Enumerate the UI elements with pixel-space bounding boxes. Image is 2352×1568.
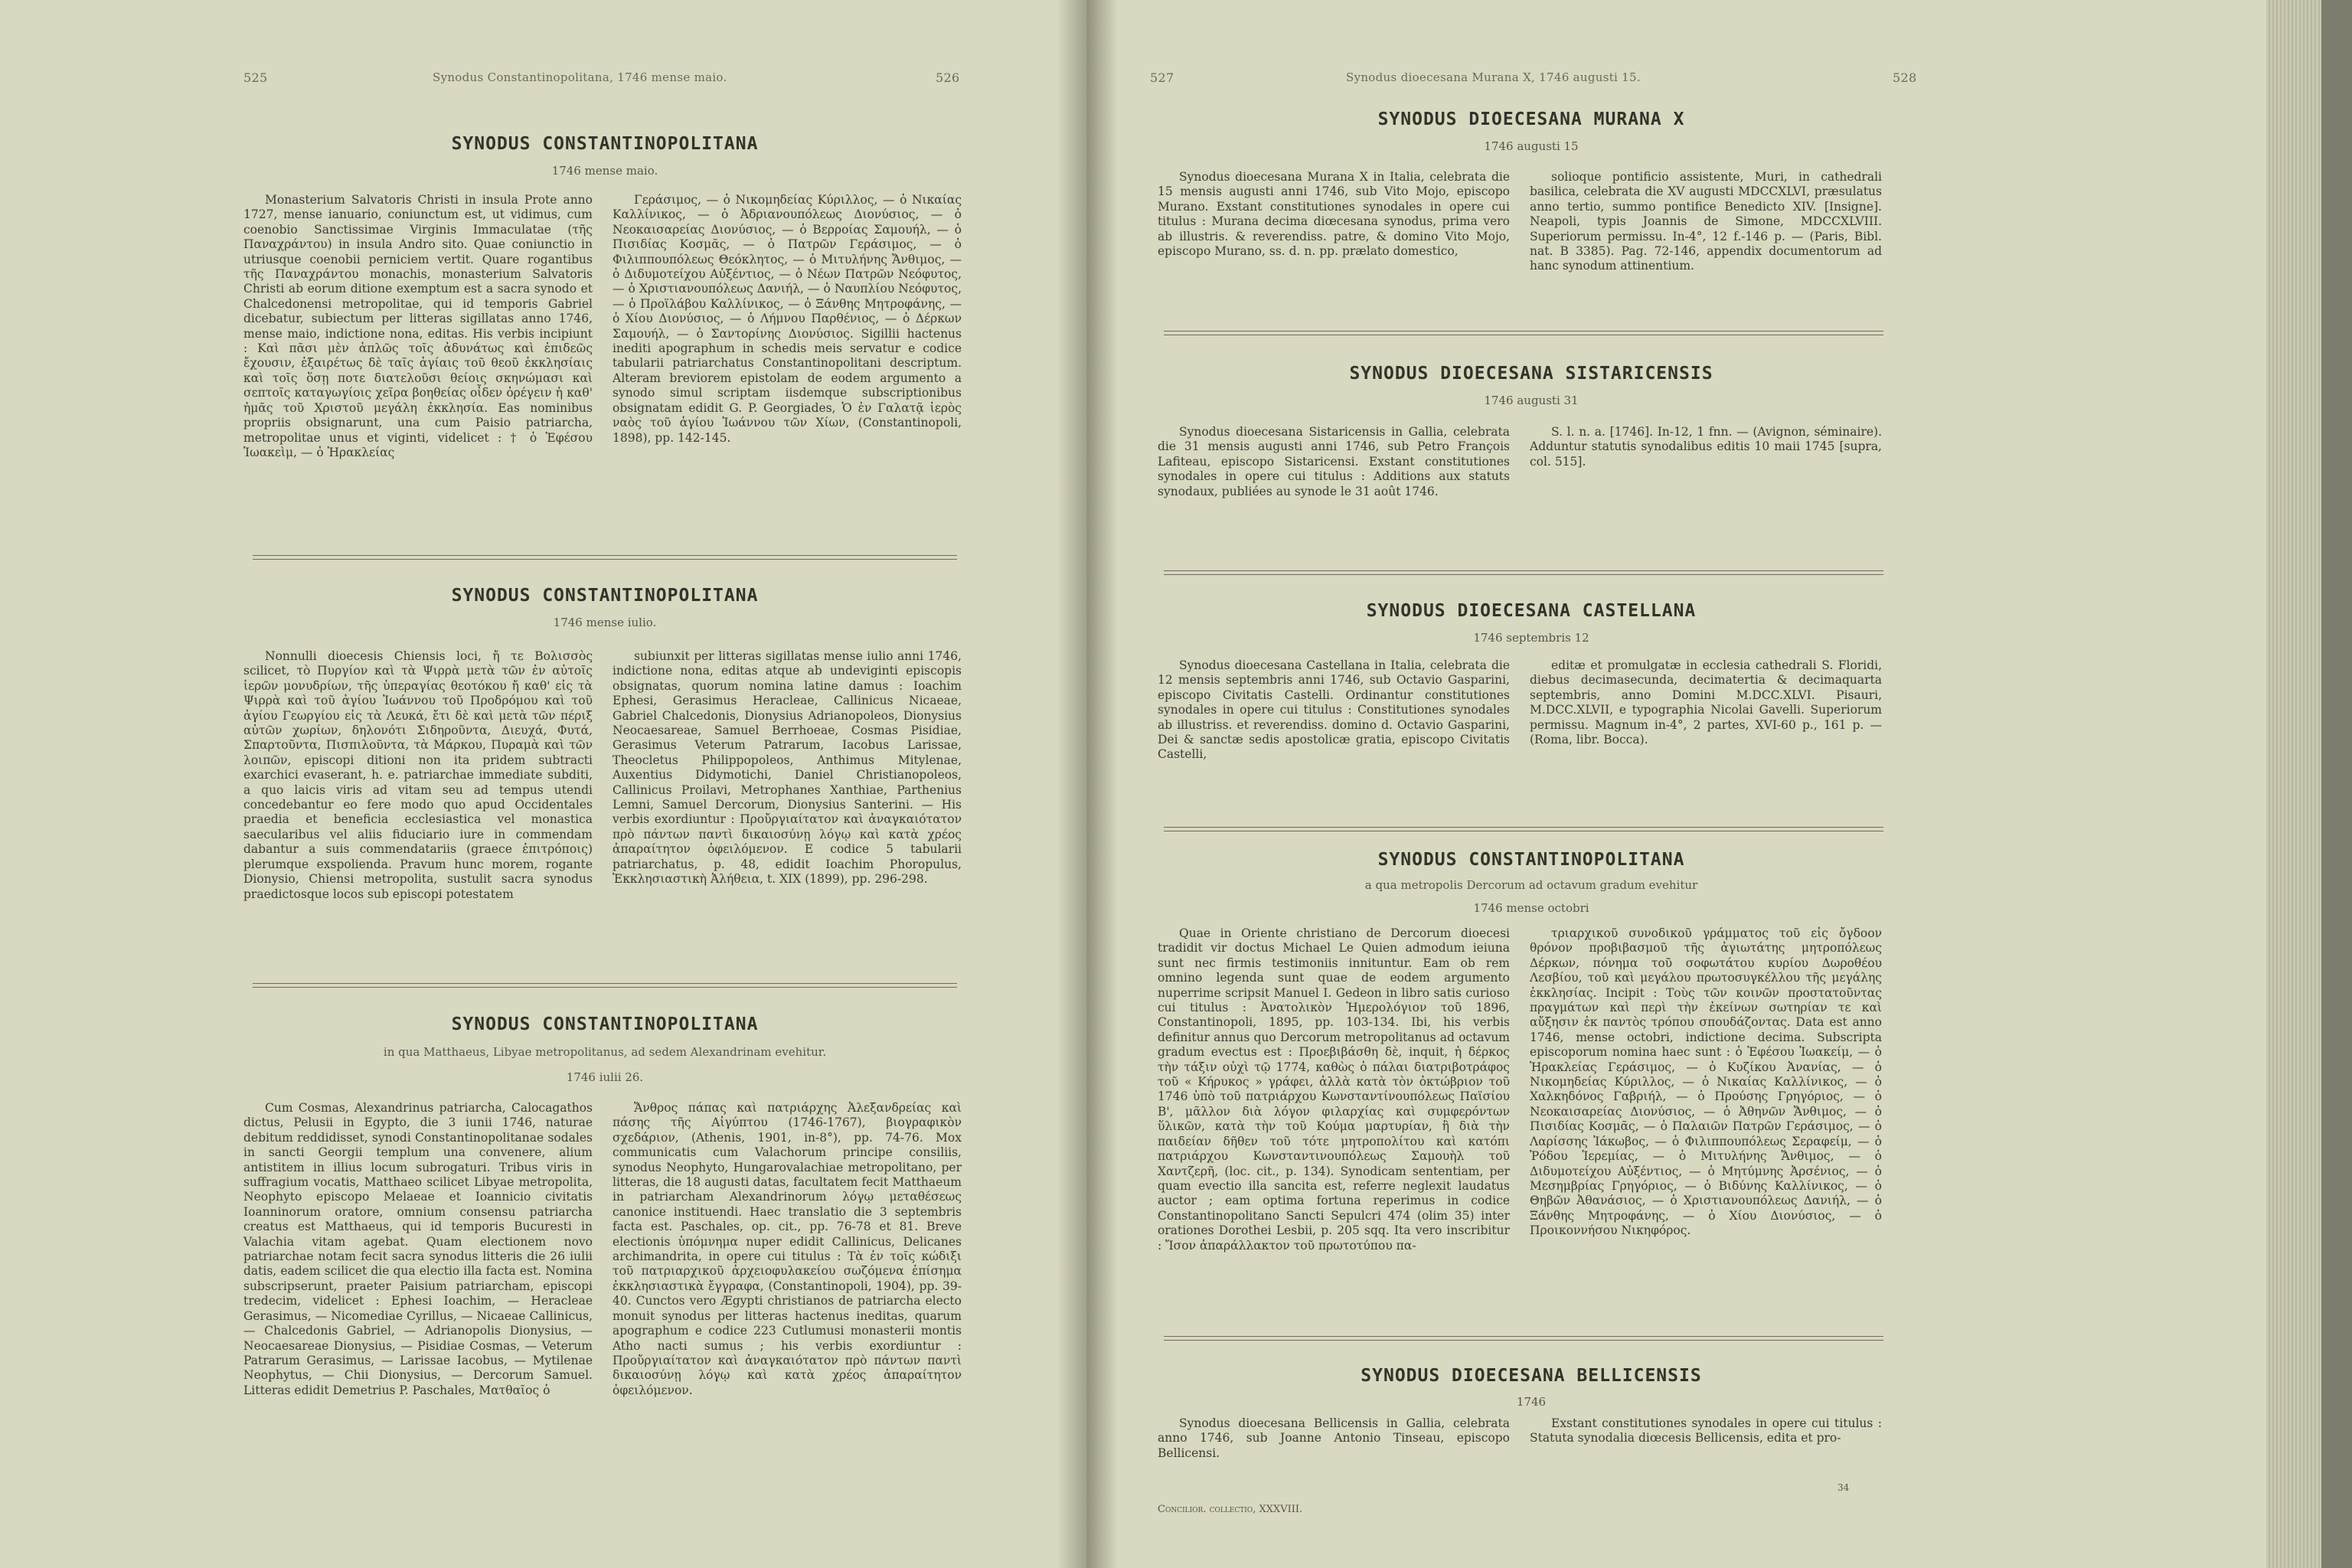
paragraph: Quae in Oriente christiano de Dercorum dioecesi tradidit vir doctus Michael Le Quien admodum ieiuna sunt nec firmis testimoniis innituntur. Eam ob rem omnino legenda sunt quae de eodem argumento nuperrime scripsit Manuel I. Gedeon in libro satis curioso cui titulus : Ἀνατολικὸν Ἡμερολόγιον τοῦ 1896, Constantinopoli, 1895, pp. 103-134. Ibi, his verbis definitur annus quo Dercorum metropolitanus ad octavum gradum evectus est : Προεβιβάσθη δὲ, inquit, ἡ δέρκος τὴν τάξιν οὐχὶ τῷ 1774, καθὼς ὁ πάλαι διατριβοτράφος τοῦ « Κήρυκος » γράφει, ἀλλὰ κατὰ τὸν ὀκτώβριον τοῦ 1746 ὑπὸ τοῦ πατριάρχου Κωνσταντίνουπόλεως Παϊσίου Β', μᾶλλον διὰ λόγον φιλαρχίας καὶ συμφερόντων ὕλικῶν, κατὰ τὴν τοῦ Κούμα μαρτυρίαν, ἢ διὰ τὴν παιδείαν δῆθεν τοῦ τότε μητροπολίτου καὶ κατόπι πατριάρχου Κωνσταντινουπόλεως Σαμουὴλ τοῦ Χαντζερῆ, (loc. cit., p. 134). Synodicam sententiam, per quam evectio illa sancita est, referre neglexit laudatus auctor ; eam optima fortuna reperimus in codice Constantinopolitano Sancti Sepulcri 474 (olim 35) inter orationes Dorothei Lesbii, p. 205 sqq. Ita vero inscribitur : Ἴσον ἀπαράλλακτον τοῦ πρωτοτύπου πα- <box>1158 926 1510 1253</box>
section-date: 1746 augusti 15 <box>1484 139 1579 153</box>
page-number: 525 <box>243 70 268 85</box>
paragraph: solioque pontificio assistente, Muri, in cathedrali basilica, celebrata die XV augusti MDCCXLVI, præsulatus anno tertio, summo pontifice Benedicto XIV. [Insigne]. Neapoli, typis Joannis de Simone, MDCCXLVIII. Superiorum permissu. In-4°, 12 f.-146 p. — (Paris, Bibl. nat. B 3385). Pag. 72-146, appendix documentorum ad hanc synodum attinentium. <box>1530 170 1882 273</box>
paragraph: Cum Cosmas, Alexandrinus patriarcha, Calocagathos dictus, Pelusii in Egypto, die 3 iunii 1746, naturae debitum reddidisset, synodi Constantinopolitanae sodales in sancti Georgii templum una convenere, alium antistitem in illius locum subrogaturi. Tribus viris in suffragium vocatis, Matthaeo scilicet Libyae metropolita, Neophyto episcopo Melaeae et Ioannicio civitatis Ioanninorum oratore, omnium consensu patriarcha creatus est Matthaeus, qui id temporis Bucuresti in Valachia vitam agebat. Quam electionem novo patriarchae notam fecit sacra synodus litteris die 26 iulii datis, eadem scilicet die qua electio illa facta est. Nomina subscripserunt, praeter Paisium patriarcham, episcopi tredecim, videlicet : Ephesi Ioachim, — Heracleae Gerasimus, — Nicomediae Cyrillus, — Nicaeae Callinicus, — Chalcedonis Gabriel, — Adrianopolis Dionysius, — Neocaesareae Dionysius, — Pisidiae Cosmas, — Veterum Patrarum Gerasimus, — Larissae Iacobus, — Mytilenae Neophytus, — Chii Dionysius, — Dercorum Samuel. Litteras edidit Demetrius P. Paschales, Ματθαῖος ὁ <box>243 1101 593 1397</box>
text-column <box>612 649 962 887</box>
section-date: 1746 <box>1516 1395 1547 1409</box>
section-subtitle: in qua Matthaeus, Libyae metropolitanus, ad sedem Alexandrinam evehitur. <box>383 1045 827 1059</box>
page-number: 526 <box>936 70 960 85</box>
section-title: SYNODUS DIOECESANA CASTELLANA <box>1366 601 1697 621</box>
paragraph: editæ et promulgatæ in ecclesia cathedrali S. Floridi, diebus decimasecunda, decimatertia & decimaquarta septembris, anno Domini M.DCC.XLVI. Pisauri, M.DCC.XLVII, e typographia Nicolai Gavelli. Superiorum permissu. Magnum in-4°, 2 partes, XVI-60 p., 161 p. — (Roma, libr. Bocca). <box>1530 658 1882 747</box>
section-title: SYNODUS CONSTANTINOPOLITANA <box>451 134 759 154</box>
section-title: SYNODUS CONSTANTINOPOLITANA <box>1377 850 1685 870</box>
page-edges <box>2266 0 2352 1568</box>
section-title: SYNODUS DIOECESANA SISTARICENSIS <box>1349 364 1713 384</box>
section-date: 1746 mense octobri <box>1473 901 1589 915</box>
paragraph: S. l. n. a. [1746]. In-12, 1 fnn. — (Avignon, séminaire). Adduntur statutis synodalibus editis 10 maii 1745 [supra, col. 515]. <box>1530 425 1882 469</box>
right-page <box>1087 0 2312 1568</box>
page-number: 527 <box>1150 70 1174 85</box>
paragraph: Synodus dioecesana Castellana in Italia, celebrata die 12 mensis septembris anni 1746, sub Octavio Gasparini, episcopo Civitatis Castelli. Ordinantur constitutiones synodales in opere cui titulus : Constitutiones synodales ab illustriss. et reverendiss. domino d. Octavio Gasparini, Dei & sanctæ sedis apostolicæ gratia, episcopo Civitatis Castelli, <box>1158 658 1510 762</box>
section-date: 1746 iulii 26. <box>566 1070 644 1084</box>
section-title: SYNODUS CONSTANTINOPOLITANA <box>451 586 759 606</box>
section-title: SYNODUS DIOECESANA BELLICENSIS <box>1361 1366 1702 1386</box>
text-column <box>1530 425 1882 469</box>
text-column <box>1158 1416 1510 1461</box>
section-date: 1746 augusti 31 <box>1484 394 1579 407</box>
section-date: 1746 mense iulio. <box>553 616 657 629</box>
section-divider <box>1164 1336 1883 1341</box>
section-date: 1746 septembris 12 <box>1473 631 1589 645</box>
text-column <box>1530 170 1882 274</box>
text-column <box>1158 658 1510 763</box>
section-divider <box>253 555 957 560</box>
section-subtitle: a qua metropolis Dercorum ad octavum gradum evehitur <box>1364 878 1698 892</box>
paragraph: Exstant constitutiones synodales in opere cui titulus : Statuta synodalia diœcesis Bellicensis, edita et pro- <box>1530 1416 1882 1446</box>
text-column <box>1158 926 1510 1253</box>
running-title: Synodus Constantinopolitana, 1746 mense maio. <box>433 70 727 84</box>
paragraph: Synodus dioecesana Sistaricensis in Gallia, celebrata die 31 mensis augusti anni 1746, sub Petro François Lafiteau, episcopo Sistaricensi. Exstant constitutiones synodales in opere cui titulus : Additions aux statuts synodaux, publiées au synode le 31 août 1746. <box>1158 425 1510 498</box>
text-column <box>612 1101 962 1398</box>
paragraph: Ἄνθρος πάπας καὶ πατριάρχης Ἀλεξανδρείας καὶ πάσης τῆς Αἰγύπτου (1746-1767), βιογραφικὸν σχεδάριον, (Athenis, 1901, in-8°), pp. 74-76. Mox communicatis cum Valachorum principe consiliis, synodus Neophyto, Hungarovalachiae metropolitano, per litteras, die 18 augusti datas, facultatem fecit Matthaeum in patriarcham Alexandrinorum λόγῳ μεταθέσεως canonice instituendi. Haec translatio die 3 septembris facta est. Paschales, op. cit., pp. 76-78 et 81. Breve electionis ὑπόμνημα nuper edidit Callinicus, Delicanes archimandrita, in opere cui titulus : Τὰ ἐν τοῖς κώδιξι τοῦ πατριαρχικοῦ ἀρχειοφυλακείου σωζόμενα ἐπίσημα ἐκκλησιαστικὰ ἔγγραφα, (Constantinopoli, 1904), pp. 39-40. Cunctos vero Ægypti christianos de patriarcha electo monuit synodus per litteras hactenus ineditas, quarum apographum e codice 223 Cutlumusi monasterii montis Atho nacti sumus ; his verbis exordiuntur : Προὔργιαίτατον καὶ ἀναγκαιότατον πρὸ πάντων παντὶ δικαιοσύνῃ λόγῳ καὶ κατὰ χρέος ἀπαραίτητον ὀφειλόμενον. <box>612 1101 962 1397</box>
text-column <box>1530 658 1882 747</box>
signature-mark: Concilior. collectio, XXXVIII. <box>1158 1504 1303 1515</box>
text-column <box>1530 926 1882 1239</box>
sheet-number: 34 <box>1838 1482 1850 1493</box>
paragraph: τριαρχικοῦ συνοδικοῦ γράμματος τοῦ εἰς ὄγδοον θρόνον προβιβασμοῦ τῆς ἁγιωτάτης μητροπόλεως Δέρκων, πόνημα τοῦ σοφωτάτου κυρίου Δωροθέου Λεσβίου, τοῦ καὶ μεγάλου πρωτοσυγκέλλου τῆς μεγάλης ἐκκλησίας. Incipit : Τοὺς τῶν κοινῶν προστατοῦντας πραγμάτων καὶ περὶ τὴν ἐκείνων σωτηρίαν τε καὶ αὔξησιν ἐκ παντὸς τρόπου σπουδάζοντας. Data est anno 1746, mense octobri, indictione decima. Subscripta episcoporum nomina haec sunt : ὁ Ἐφέσου Ἰωακείμ, — ὁ Ἡρακλείας Γεράσιμος, — ὁ Κυζίκου Ἀνανίας, — ὁ Νικομηδείας Κύριλλος, — ὁ Νικαίας Καλλίνικος, — ὁ Χαλκηδόνος Γαβριήλ, — ὁ Προύσης Γρηγόριος, — ὁ Νεοκαισαρείας Διονύσιος, — ὁ Ἀθηνῶν Ἄνθιμος, — ὁ Πισιδίας Κοσμᾶς, — ὁ Παλαιῶν Πατρῶν Γεράσιμος, — ὁ Λαρίσσης Ἰάκωβος, — ὁ Φιλιππουπόλεως Σεραφείμ, — ὁ Ῥόδου Ἱερεμίας, — ὁ Μιτυλήνης Ἄνθιμος, — ὁ Διδυμοτείχου Αὐξέντιος, — ὁ Μητύμνης Ἀρσένιος, — ὁ Μεσημβρίας Γρηγόριος, — ὁ Βιδύνης Καλλίνικος, — ὁ Θηβῶν Ἀθανάσιος, — ὁ Χριστιανουπόλεως Δανιήλ, — ὁ Ξάνθης Μητροφάνης, — ὁ Χίου Διονύσιος, — ὁ Προικοννήσου Νικηφόρος. <box>1530 926 1882 1238</box>
book-gutter <box>1057 0 1118 1568</box>
running-title: Synodus dioecesana Murana X, 1746 augusti 15. <box>1346 70 1641 84</box>
text-column <box>243 1101 593 1398</box>
section-divider <box>1164 827 1883 831</box>
left-page <box>0 0 1087 1568</box>
section-date: 1746 mense maio. <box>551 164 658 178</box>
text-column <box>243 649 593 902</box>
paragraph: Nonnulli dioecesis Chiensis loci, ἤ τε Βολισσὸς scilicet, τὸ Πυργίον καὶ τὰ Ψιρρὰ μετὰ τῶν ἐν αὐτοῖς ἱερῶν μονυδρίων, τῆς ὑπεραγίας θεοτόκου ἤ καθ' εἰς τὰ Ψιρρὰ καὶ τοῦ ἁγίου Ἰωάννου τοῦ Προδρόμου καὶ τοῦ ἁγίου Γεωργίου εἰς τὰ Λευκά, ἔτι δὲ καὶ μετὰ τῶν πέριξ αὐτῶν χωρίων, δηλονότι Σιδηροῦντα, Διευχά, Φυτά, Σπαρτοῦντα, Πισπιλοῦντα, τὰ Μάρκου, Πυραμὰ καὶ τῶν λοιπῶν, episcopi ditioni non ita pridem subtracti exarchici evaserant, h. e. patriarchae immediate subditi, a quo laicis viris ad vitam seu ad tempus utendi concedebantur eo fere modo quo apud Occidentales praedia et beneficia ecclesiastica vel monastica saecularibus vel aliis fiduciario iure in commendam dabantur a suis commendatariis (graece ἐπιτρόποις) plerumque exspolienda. Pravum hunc morem, rogante Dionysio, Chiensi metropolita, sustulit sacra synodus praedictosque locos sub episcopi potestatem <box>243 649 593 901</box>
paragraph: Synodus dioecesana Murana X in Italia, celebrata die 15 mensis augusti anni 1746, sub Vito Mojo, episcopo Murano. Exstant constitutiones synodales in opere cui titulus : Murana decima diœcesana synodus, prima vero ab illustris. & reverendiss. patre, & domino Vito Mojo, episcopo Murano, ss. d. n. pp. prælato domestico, <box>1158 170 1510 259</box>
section-divider <box>1164 331 1883 335</box>
page-number: 528 <box>1893 70 1917 85</box>
section-title: SYNODUS DIOECESANA MURANA X <box>1377 109 1685 129</box>
section-divider <box>1164 570 1883 575</box>
section-title: SYNODUS CONSTANTINOPOLITANA <box>451 1014 759 1034</box>
paragraph: Synodus dioecesana Bellicensis in Gallia, celebrata anno 1746, sub Joanne Antonio Tinseau, episcopo Bellicensi. <box>1158 1416 1510 1460</box>
text-column <box>1158 425 1510 499</box>
paragraph: subiunxit per litteras sigillatas mense iulio anni 1746, indictione nona, editas atque ab undeviginti episcopis obsignatas, quorum nomina latine damus : Ioachim Ephesi, Gerasimus Heracleae, Callinicus Nicaeae, Gabriel Chalcedonis, Dionysius Adrianopoleos, Dionysius Neocaesareae, Samuel Berrhoeae, Cosmas Pisidiae, Gerasimus Veterum Patrarum, Iacobus Larissae, Theocletus Philippopoleos, Anthimus Mitylenae, Auxentius Didymotichi, Daniel Christianopoleos, Callinicus Proilavi, Metrophanes Xanthiae, Parthenius Lemni, Samuel Dercorum, Dionysius Santerini. — His verbis exordiuntur : Προὔργιαίτατον καὶ ἀναγκαιότατον πρὸ πάντων παντὶ δικαιοσύνῃ λόγῳ καὶ κατὰ χρέος ἀπαραίτητον ὀφειλόμενον. E codice 5 tabularii patriarchatus, p. 48, edidit Ioachim Phoropulus, Ἐκκλησιαστικὴ Ἀλήθεια, t. XIX (1899), pp. 296-298. <box>612 649 962 887</box>
section-divider <box>253 983 957 988</box>
paragraph: Monasterium Salvatoris Christi in insula Prote anno 1727, mense ianuario, coniunctum est, ut vidimus, cum coenobio Sanctissimae Virginis Immaculatae (τῆς Παναχράντου) in insula Andro sito. Quae coniunctio in utriusque coenobii perniciem vertit. Quare rogantibus τῆς Παναχράντου monachis, monasterium Salvatoris Christi ab eorum ditione exemptum est a sacra synodo et Chalcedonensi metropolitae, qui id temporis Gabriel dicebatur, subiectum per litteras sigillatas anno 1746, mense maio, indictione nona, editas. His verbis incipiunt : Καὶ πᾶσι μὲν ἁπλῶς τοῖς ἀδυνάτως καὶ ἐπιδεῶς ἔχουσιν, ἐξαιρέτως δὲ ταῖς ἁγίαις τοῦ θεοῦ ἐκκλησίαις καὶ τοῖς ὅσῃ ποτε διατελοῦσι θείοις σκηνώμασι καὶ σεπτοῖς καταγωγίοις χεῖρα βοηθείας οἶδεν ὀρέγειν ἡ καθ' ἡμᾶς τοῦ Χριστοῦ μεγάλη ἐκκλησία. Eas nominibus propriis obsignarunt, una cum Paisio patriarcha, metropolitae unus et viginti, videlicet : † ὁ Ἐφέσου Ἰωακεὶμ, — ὁ Ἡρακλείας <box>243 193 593 459</box>
text-column <box>1158 170 1510 259</box>
text-column <box>612 193 962 446</box>
paragraph: Γεράσιμος, — ὁ Νικομηδείας Κύριλλος, — ὁ Νικαίας Καλλίνικος, — ὁ Ἀδριανουπόλεως Διονύσιος, — ὁ Νεοκαισαρείας Διονύσιος, — ὁ Βερροίας Σαμουήλ, — ὁ Πισιδίας Κοσμᾶς, — ὁ Πατρῶν Γεράσιμος, — ὁ Φιλιππουπόλεως Θεόκλητος, — ὁ Μιτυλήνης Ἄνθιμος, — ὁ Διδυμοτείχου Αὐξέντιος, — ὁ Νέων Πατρῶν Νεόφυτος, — ὁ Χριστιανουπόλεως Δανιήλ, — ὁ Ναυπλίου Νεόφυτος, — ὁ Προϊλάβου Καλλίνικος, — ὁ Ξάνθης Μητροφάνης, — ὁ Χίου Διονύσιος, — ὁ Λήμνου Παρθένιος, — ὁ Δέρκων Σαμουήλ, — ὁ Σαντορίνης Διονύσιος. Sigillii hactenus inediti apographum in schedis meis servatur e codice tabularii patriarchatus Constantinopolitani descriptum. Alteram breviorem epistolam de eodem argumento a synodo simul scriptam iisdemque subscriptionibus obsignatam edidit G. P. Georgiades, Ὁ ἐν Γαλατᾷ ἱερὸς ναὸς τοῦ ἁγίου Ἰωάννου τῶν Χίων, (Constantinopoli, 1898), pp. 142-145. <box>612 193 962 445</box>
text-column <box>243 193 593 460</box>
text-column <box>1530 1416 1882 1446</box>
